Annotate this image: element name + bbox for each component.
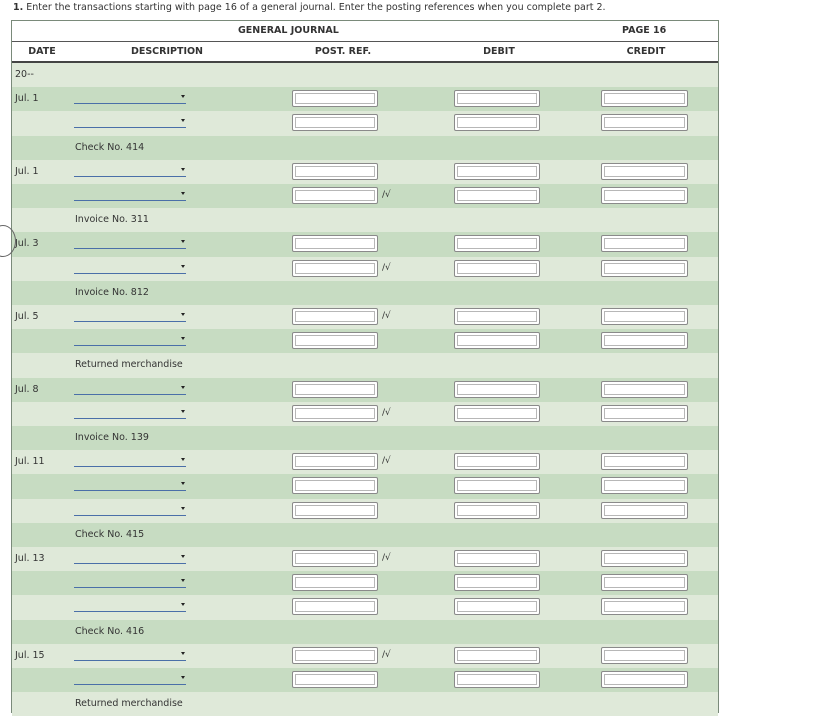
post-ref-input[interactable]: [292, 453, 378, 470]
check-mark: /√: [382, 649, 391, 660]
entry-explanation: Check No. 414: [75, 141, 145, 153]
general-journal: [11, 20, 719, 713]
credit-input[interactable]: [601, 332, 688, 349]
col-debit: DEBIT: [483, 46, 515, 57]
debit-input[interactable]: [454, 502, 540, 519]
chevron-down-icon: [181, 240, 185, 243]
journal-row: [12, 353, 718, 377]
entry-explanation: Invoice No. 311: [75, 214, 149, 226]
credit-input-field: [604, 650, 685, 661]
entry-date: Jul. 3: [15, 238, 39, 250]
chevron-down-icon: [181, 507, 185, 510]
entry-explanation: Invoice No. 139: [75, 432, 149, 443]
entry-date: Jul. 1: [15, 165, 39, 177]
credit-input-field: [604, 456, 685, 467]
debit-input-field: [457, 456, 537, 467]
post-ref-input-field: [295, 166, 375, 177]
credit-input[interactable]: [601, 647, 688, 664]
journal-row: [12, 426, 718, 450]
check-mark: /√: [382, 311, 391, 321]
account-select[interactable]: [74, 552, 186, 564]
post-ref-input-field: [295, 674, 375, 685]
post-ref-input[interactable]: [292, 187, 378, 204]
chevron-down-icon: [181, 579, 185, 582]
post-ref-input[interactable]: [292, 502, 378, 519]
debit-input[interactable]: [454, 114, 540, 131]
debit-input[interactable]: [454, 647, 540, 664]
chevron-down-icon: [181, 410, 185, 413]
account-select[interactable]: [74, 92, 186, 104]
post-ref-input-field: [295, 190, 375, 201]
credit-input-field: [604, 311, 685, 322]
debit-input-field: [457, 650, 537, 661]
journal-row: [12, 692, 718, 716]
credit-input[interactable]: [601, 502, 688, 519]
post-ref-input-field: [295, 480, 375, 491]
credit-input-field: [604, 505, 685, 516]
entry-explanation: Returned merchandise: [75, 359, 183, 371]
journal-row: [12, 474, 718, 498]
debit-input-field: [457, 166, 537, 177]
debit-input-field: [457, 505, 537, 516]
credit-input-field: [604, 577, 685, 588]
debit-input-field: [457, 311, 537, 322]
debit-input[interactable]: [454, 260, 540, 277]
account-select[interactable]: [74, 310, 186, 322]
journal-row: [12, 63, 718, 87]
journal-row: [12, 644, 718, 668]
post-ref-input-field: [295, 505, 375, 516]
post-ref-input[interactable]: [292, 308, 378, 325]
account-select[interactable]: [74, 189, 186, 201]
debit-input[interactable]: [454, 477, 540, 494]
journal-row: [12, 136, 718, 160]
post-ref-input-field: [295, 335, 375, 346]
instruction-text: Enter the transactions starting with page 16 of a general journal. Enter the posting references when you complete part 2.: [26, 2, 606, 13]
account-select[interactable]: [74, 237, 186, 249]
account-select[interactable]: [74, 649, 186, 661]
journal-row: [12, 668, 718, 692]
chevron-down-icon: [181, 386, 185, 389]
post-ref-input[interactable]: [292, 114, 378, 131]
entry-explanation: Check No. 416: [75, 625, 145, 637]
account-select[interactable]: [74, 165, 186, 177]
post-ref-input[interactable]: [292, 235, 378, 252]
chevron-down-icon: [181, 337, 185, 340]
journal-row: [12, 571, 718, 595]
debit-input[interactable]: [454, 163, 540, 180]
debit-input[interactable]: [454, 574, 540, 591]
credit-input[interactable]: [601, 90, 688, 107]
post-ref-input-field: [295, 311, 375, 322]
account-select[interactable]: [74, 576, 186, 588]
post-ref-input[interactable]: [292, 477, 378, 494]
credit-input[interactable]: [601, 163, 688, 180]
journal-title: GENERAL JOURNAL: [238, 25, 339, 36]
credit-input-field: [604, 553, 685, 564]
journal-row: [12, 547, 718, 571]
chevron-down-icon: [181, 119, 185, 122]
post-ref-input[interactable]: [292, 405, 378, 422]
chevron-down-icon: [181, 458, 185, 461]
post-ref-input-field: [295, 263, 375, 274]
credit-input-field: [604, 408, 685, 419]
post-ref-input[interactable]: [292, 574, 378, 591]
entry-date: Jul. 13: [15, 553, 45, 564]
credit-input-field: [604, 480, 685, 491]
credit-input-field: [604, 238, 685, 249]
credit-input[interactable]: [601, 598, 688, 615]
journal-row: [12, 523, 718, 547]
journal-row: [12, 595, 718, 619]
journal-row: [12, 184, 718, 208]
post-ref-input-field: [295, 601, 375, 612]
credit-input[interactable]: [601, 550, 688, 567]
account-select[interactable]: [74, 479, 186, 491]
account-select[interactable]: [74, 334, 186, 346]
credit-input-field: [604, 166, 685, 177]
instructions: [13, 2, 606, 13]
journal-row: [12, 620, 718, 644]
credit-input[interactable]: [601, 381, 688, 398]
chevron-down-icon: [181, 168, 185, 171]
account-select[interactable]: [74, 504, 186, 516]
debit-input[interactable]: [454, 453, 540, 470]
journal-title-row: [12, 21, 718, 42]
credit-input-field: [604, 674, 685, 685]
chevron-down-icon: [181, 482, 185, 485]
col-date: DATE: [28, 46, 56, 57]
entry-explanation: Check No. 415: [75, 528, 145, 540]
credit-input[interactable]: [601, 260, 688, 277]
check-mark: /√: [382, 407, 391, 418]
chevron-down-icon: [181, 265, 185, 268]
credit-input-field: [604, 601, 685, 612]
post-ref-input-field: [295, 456, 375, 467]
debit-input-field: [457, 480, 537, 491]
credit-input[interactable]: [601, 308, 688, 325]
account-select[interactable]: [74, 116, 186, 128]
journal-row: [12, 305, 718, 329]
post-ref-input-field: [295, 408, 375, 419]
post-ref-input[interactable]: [292, 647, 378, 664]
account-select[interactable]: [74, 262, 186, 274]
debit-input[interactable]: [454, 308, 540, 325]
journal-row: [12, 402, 718, 426]
credit-input-field: [604, 263, 685, 274]
post-ref-input-field: [295, 93, 375, 104]
post-ref-input[interactable]: [292, 550, 378, 567]
debit-input-field: [457, 384, 537, 395]
year-label: 20--: [15, 69, 34, 80]
debit-input[interactable]: [454, 187, 540, 204]
post-ref-input[interactable]: [292, 260, 378, 277]
post-ref-input[interactable]: [292, 163, 378, 180]
chevron-down-icon: [181, 95, 185, 98]
page-number: PAGE 16: [622, 25, 667, 36]
journal-row: [12, 329, 718, 353]
check-mark: /√: [382, 190, 391, 200]
debit-input-field: [457, 190, 537, 201]
entry-date: Jul. 5: [15, 311, 39, 322]
entry-explanation: Returned merchandise: [75, 698, 183, 710]
chevron-down-icon: [181, 603, 185, 606]
credit-input[interactable]: [601, 405, 688, 422]
entry-date: Jul. 15: [15, 649, 45, 661]
post-ref-input[interactable]: [292, 90, 378, 107]
journal-row: [12, 208, 718, 232]
chevron-down-icon: [181, 676, 185, 679]
credit-input[interactable]: [601, 453, 688, 470]
journal-row: [12, 378, 718, 402]
credit-input[interactable]: [601, 477, 688, 494]
col-post-ref: POST. REF.: [314, 46, 372, 57]
debit-input-field: [457, 117, 537, 128]
chevron-down-icon: [181, 313, 185, 316]
chevron-down-icon: [181, 555, 185, 558]
instruction-number: 1.: [13, 2, 24, 13]
check-mark: /√: [382, 553, 391, 563]
debit-input-field: [457, 93, 537, 104]
credit-input[interactable]: [601, 114, 688, 131]
credit-input[interactable]: [601, 574, 688, 591]
debit-input[interactable]: [454, 381, 540, 398]
credit-input-field: [604, 117, 685, 128]
post-ref-input[interactable]: [292, 332, 378, 349]
journal-row: [12, 111, 718, 135]
entry-date: Jul. 1: [15, 93, 39, 105]
debit-input[interactable]: [454, 598, 540, 615]
post-ref-input-field: [295, 577, 375, 588]
post-ref-input[interactable]: [292, 598, 378, 615]
credit-input[interactable]: [601, 671, 688, 688]
col-credit: CREDIT: [626, 46, 666, 57]
post-ref-input-field: [295, 553, 375, 564]
journal-row: [12, 87, 718, 111]
debit-input[interactable]: [454, 550, 540, 567]
debit-input[interactable]: [454, 405, 540, 422]
debit-input-field: [457, 335, 537, 346]
credit-input-field: [604, 93, 685, 104]
account-select[interactable]: [74, 600, 186, 612]
post-ref-input-field: [295, 650, 375, 661]
entry-explanation: Invoice No. 812: [75, 286, 149, 298]
journal-row: [12, 257, 718, 281]
journal-row: [12, 232, 718, 256]
credit-input[interactable]: [601, 187, 688, 204]
debit-input-field: [457, 553, 537, 564]
entry-date: Jul. 8: [15, 383, 39, 395]
post-ref-input[interactable]: [292, 381, 378, 398]
check-mark: /√: [382, 262, 391, 273]
post-ref-input[interactable]: [292, 671, 378, 688]
credit-input-field: [604, 384, 685, 395]
credit-input-field: [604, 190, 685, 201]
credit-input-field: [604, 335, 685, 346]
debit-input-field: [457, 238, 537, 249]
post-ref-input-field: [295, 117, 375, 128]
account-select[interactable]: [74, 383, 186, 395]
journal-row: [12, 450, 718, 474]
debit-input-field: [457, 263, 537, 274]
debit-input[interactable]: [454, 332, 540, 349]
check-mark: /√: [382, 456, 391, 467]
debit-input-field: [457, 577, 537, 588]
col-description: DESCRIPTION: [130, 46, 204, 57]
debit-input-field: [457, 601, 537, 612]
journal-row: [12, 499, 718, 523]
credit-input[interactable]: [601, 235, 688, 252]
chevron-down-icon: [181, 192, 185, 195]
post-ref-input-field: [295, 384, 375, 395]
debit-input-field: [457, 674, 537, 685]
debit-input-field: [457, 408, 537, 419]
account-select[interactable]: [74, 455, 186, 467]
debit-input[interactable]: [454, 235, 540, 252]
column-header-row: [12, 42, 718, 63]
journal-row: [12, 281, 718, 305]
account-select[interactable]: [74, 407, 186, 419]
account-select[interactable]: [74, 673, 186, 685]
debit-input[interactable]: [454, 671, 540, 688]
journal-row: [12, 160, 718, 184]
chevron-down-icon: [181, 652, 185, 655]
post-ref-input-field: [295, 238, 375, 249]
debit-input[interactable]: [454, 90, 540, 107]
entry-date: Jul. 11: [15, 456, 45, 468]
